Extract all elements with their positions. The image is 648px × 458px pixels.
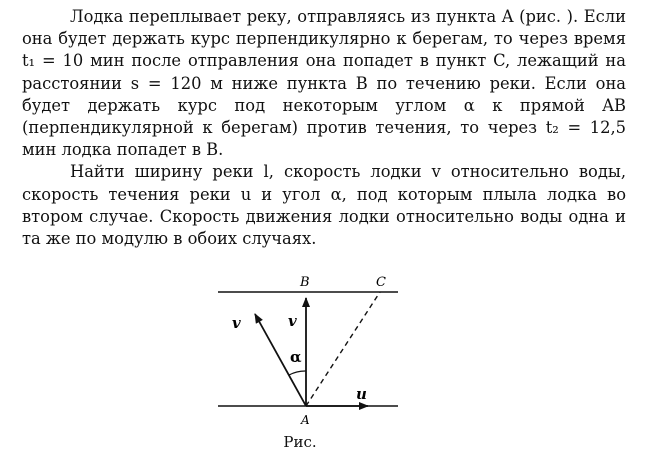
label-b: B bbox=[300, 275, 310, 290]
figure-caption: Рис. bbox=[283, 433, 317, 451]
problem-paragraph-1: Лодка переплывает реку, отправляясь из пункта A (рис. ). Если она будет держать курс перпендикулярно к берегам, то через время t₁ = 10 мин после отправления она попадет в пункт C, лежащий на расстоянии s = 120 м ниже пункта B по течению реки. Если она будет держать курс под некоторым углом α к прямой AB (перпендикулярной к берегам) против течения, то через t₂ = 12,5 мин лодка попадет в B. bbox=[22, 7, 626, 160]
label-v-left: v bbox=[232, 314, 241, 332]
label-alpha: α bbox=[290, 348, 302, 366]
river-diagram bbox=[200, 268, 420, 458]
problem-text bbox=[22, 6, 626, 250]
label-u: u bbox=[356, 385, 367, 403]
problem-paragraph-2: Найти ширину реки l, скорость лодки v относительно воды, скорость течения реки u и угол α, под которым плыла лодка во втором случае. Скорость движения лодки относительно воды одна и та же по модулю в обоих случаях. bbox=[22, 162, 626, 249]
label-a: A bbox=[301, 413, 310, 427]
angle-arc bbox=[289, 371, 306, 375]
label-c: C bbox=[376, 275, 386, 290]
label-v-up: v bbox=[288, 312, 297, 330]
path-ac-dashed bbox=[306, 292, 380, 406]
